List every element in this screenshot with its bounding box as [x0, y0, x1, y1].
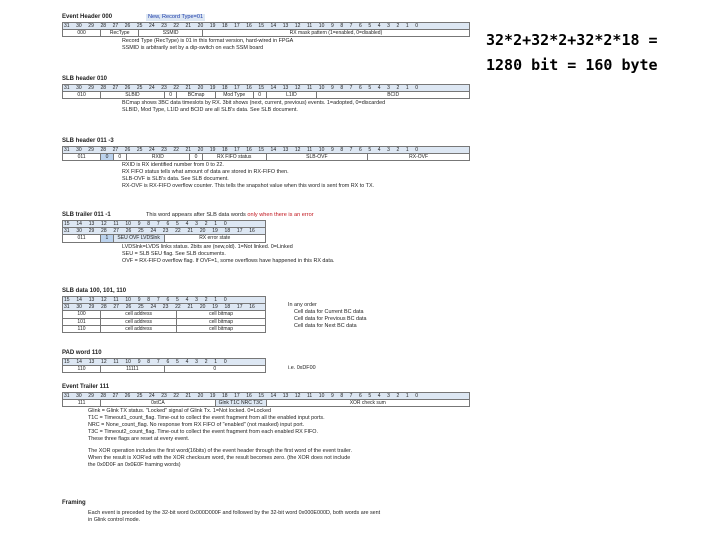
cell-slbid: SLBID — [101, 92, 165, 99]
cell-zero: 0 — [253, 92, 266, 99]
pad-word-title: PAD word 110 — [62, 350, 102, 356]
cell-ones: 11111 — [101, 366, 164, 373]
framing-desc-1: Each event is preceded by the 32-bit word 0x000D000F and followed by the 32-bit word 0x000E000D, both words are sent — [88, 510, 381, 516]
cell-code: 010 — [63, 92, 101, 99]
side-note — [486, 28, 658, 78]
slb-header-010-table — [62, 84, 470, 99]
slb-trailer-title: SLB trailer 011 -1 — [62, 212, 111, 218]
bit-index-row: 31 30 29 28 27 26 25 24 23 22 21 20 19 18 17 16 15 14 13 12 11 10 9 8 7 6 5 4 3 2 1 0 — [63, 23, 470, 30]
cell-xor-checksum: XOR check sum — [266, 400, 470, 407]
cell-flags: Glnk T1C NRC T3C — [215, 400, 266, 407]
cell-zero: 0 — [190, 154, 203, 161]
event-trailer-desc-5: These three flags are reset at every event. — [88, 436, 190, 442]
framing-desc-2: in Glink control mode. — [88, 517, 141, 523]
slb-header-011-desc-2: RX FIFO status tells what amount of data are stored in RX-FIFO then. — [122, 169, 289, 175]
bit-index-row: 15 14 13 12 11 10 9 8 7 6 5 4 3 2 1 0 — [63, 359, 266, 366]
side-note-line-1: 32*2+32*2+32*2*18 = — [486, 31, 658, 49]
slb-header-010-desc-1: BCmap shows 3BC data timeslots by RX. 3bit shows (next, current, previous) events. 1=adopted, 0=discarded — [122, 100, 386, 106]
event-trailer-desc-1: Glink = Glink TX status. "Locked" signal of Glink Tx. 1=Not locked. 0=Locked — [88, 408, 271, 414]
framing-section — [62, 500, 381, 523]
slb-header-011-desc-3: SLB-OVF is SLB's data. See SLB document. — [122, 176, 229, 182]
slb-trailer-table — [62, 220, 266, 243]
cell-code: 101 — [63, 318, 101, 325]
cell-code: 110 — [63, 325, 101, 332]
slb-data-section — [62, 288, 367, 333]
event-trailer-desc-2: T1C = Timeout1_count_flag. Time-out to collect the event fragment from all the enabled input ports. — [88, 415, 325, 421]
cell-code: 011 — [63, 235, 101, 242]
cell-l1id: L1ID — [266, 92, 317, 99]
slb-trailer-desc-2: SEU = SLB SEU flag. See SLB documents. — [122, 251, 226, 257]
cell-rectype: RecType — [101, 30, 139, 37]
cell-zero: 0 — [164, 366, 266, 373]
cell-bitmap: cell bitmap — [177, 318, 266, 325]
slb-trailer-desc-1: LVDSlnk=LVDS links status. 2bits are (new,old). 1=Not linked. 0=Linked — [122, 244, 293, 250]
cell-code: 111 — [63, 400, 101, 407]
bit-index-row: 15 14 13 12 11 10 9 8 7 6 5 4 3 2 1 0 — [63, 221, 266, 228]
slb-header-010-section — [62, 76, 470, 113]
bit-index-row: 31 30 29 28 27 26 25 24 23 22 21 20 19 18 17 16 15 14 13 12 11 10 9 8 7 6 5 4 3 2 1 0 — [63, 393, 470, 400]
event-header-title: Event Header 000 — [62, 14, 113, 20]
slb-header-011-desc-1: RXID is RX identified number from 0 to 22. — [122, 162, 224, 168]
cell-ssmid: SSMID — [139, 30, 203, 37]
slb-data-previous-note: Cell data for Previous BC data — [294, 316, 367, 322]
format-document — [62, 14, 472, 534]
bit-index-row: 31 30 29 28 27 26 25 24 23 22 21 20 19 18 17 16 — [63, 228, 266, 235]
framing-title: Framing — [62, 500, 86, 506]
event-trailer-section — [62, 384, 470, 468]
event-trailer-desc-8: the 0x0D0F an 0x0E0F framing words) — [88, 462, 181, 468]
cell-rxid: RXID — [126, 154, 190, 161]
table-row — [63, 311, 266, 318]
cell-zero: 0 — [101, 154, 114, 161]
event-trailer-desc-7: When the result is XOR'ed with the XOR checksum word, the result becomes zero. (the XOR does not include — [88, 455, 351, 461]
side-note-line-2: 1280 bit = 160 byte — [486, 56, 658, 74]
cell-code: 011 — [63, 154, 101, 161]
slb-header-010-desc-2: SLBID, Mod Type, L1ID and BCID are all SLB's data. See SLB document. — [122, 107, 298, 113]
event-header-note: New, Record Type=01 — [148, 14, 204, 20]
cell-seu-ovf-lvds: SEU OVF LVDSlnk — [113, 235, 164, 242]
slb-data-title: SLB data 100, 101, 110 — [62, 288, 127, 294]
cell-address: cell address — [101, 325, 177, 332]
cell-rx-ovf: RX-OVF — [368, 154, 470, 161]
cell-address: cell address — [101, 311, 177, 318]
slb-data-table — [62, 296, 266, 333]
cell-bcmap: BCmap — [177, 92, 215, 99]
pad-word-section — [62, 350, 316, 373]
bit-index-row: 15 14 13 12 11 10 9 8 7 6 5 4 3 2 1 0 — [63, 297, 266, 304]
event-trailer-desc-3: NRC = None_count_flag. No response from RX FIFO of "enabled" (not masked) input port. — [88, 422, 305, 428]
event-trailer-desc-6: The XOR operation includes the first word(16bits) of the event header through the first word of the event trailer. — [88, 448, 352, 454]
slb-trailer-section — [62, 212, 335, 264]
event-header-table — [62, 22, 470, 37]
slb-header-011-section — [62, 138, 470, 189]
cell-mod-type: Mod Type — [215, 92, 253, 99]
cell-zero: 0 — [113, 154, 126, 161]
event-header-desc-2: SSMID is arbitrarily set by a dip-switch on each SSM board — [122, 45, 264, 51]
slb-data-current-note: Cell data for Current BC data — [294, 309, 364, 315]
slb-trailer-note-red: only when there is an error — [247, 212, 314, 218]
cell-rx-error-state: RX error state — [164, 235, 266, 242]
slb-header-010-title: SLB header 010 — [62, 76, 108, 82]
cell-bcid: BCID — [317, 92, 470, 99]
cell-code: 100 — [63, 311, 101, 318]
pad-word-note: i.e. 0xDF00 — [288, 365, 316, 371]
bit-index-row: 31 30 29 28 27 26 25 24 23 22 21 20 19 18 17 16 — [63, 304, 266, 311]
slb-data-order-note: In any order — [288, 302, 317, 308]
cell-zero: 0 — [164, 92, 177, 99]
cell-0xtca: 0xtCA — [101, 400, 215, 407]
slb-header-011-desc-4: RX-OVF is RX-FIFO overflow counter. This tells the snapshot value when this word is sent from RX to TX. — [122, 183, 375, 189]
cell-address: cell address — [101, 318, 177, 325]
slb-trailer-note — [146, 212, 314, 219]
slb-trailer-note-text: This word appears after SLB data words — [146, 212, 246, 218]
event-header-desc-1: Record Type (RecType) is 01 in this format version, hard-wired in FPGA — [122, 38, 294, 44]
cell-rx-mask: RX mask pattern (1=enabled, 0=disabled) — [202, 30, 469, 37]
event-trailer-desc-4: T3C = Timeout2_count_flag. Time-out to collect the event fragment from each enabled RX FIFO. — [88, 429, 318, 435]
event-trailer-title: Event Trailer 111 — [62, 384, 110, 390]
cell-bitmap: cell bitmap — [177, 311, 266, 318]
slb-trailer-desc-3: OVF = RX-FIFO overflow flag. If OVF=1, some overflows have happened in this RX data. — [122, 258, 335, 264]
event-header-section — [62, 14, 470, 51]
slb-header-011-table — [62, 146, 470, 161]
bit-index-row: 31 30 29 28 27 26 25 24 23 22 21 20 19 18 17 16 15 14 13 12 11 10 9 8 7 6 5 4 3 2 1 0 — [63, 85, 470, 92]
slb-data-next-note: Cell data for Next BC data — [294, 323, 357, 329]
table-row — [63, 318, 266, 325]
cell-rx-fifo-status: RX FIFO status — [202, 154, 266, 161]
event-trailer-table — [62, 392, 470, 407]
cell-bitmap: cell bitmap — [177, 325, 266, 332]
cell-one: 1 — [101, 235, 114, 242]
bit-index-row: 31 30 29 28 27 26 25 24 23 22 21 20 19 18 17 16 15 14 13 12 11 10 9 8 7 6 5 4 3 2 1 0 — [63, 147, 470, 154]
pad-word-table — [62, 358, 266, 373]
table-row — [63, 325, 266, 332]
cell-code: 000 — [63, 30, 101, 37]
cell-slb-ovf: SLB-OVF — [266, 154, 368, 161]
cell-code: 110 — [63, 366, 101, 373]
slb-header-011-title: SLB header 011 -3 — [62, 138, 114, 144]
